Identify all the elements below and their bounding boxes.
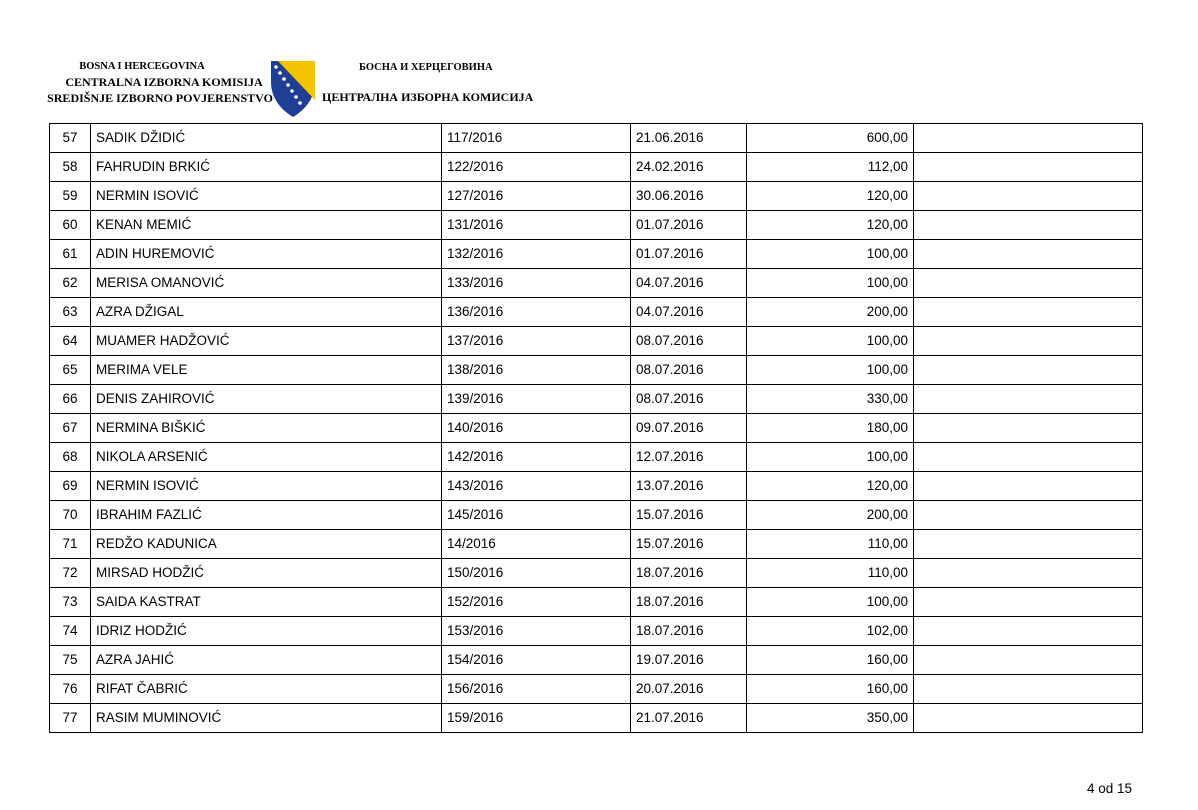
reference-cell: 152/2016 — [442, 588, 631, 617]
amount-cell: 100,00 — [747, 356, 914, 385]
reference-cell: 145/2016 — [442, 501, 631, 530]
name-cell: NERMIN ISOVIĆ — [91, 182, 442, 211]
name-cell: MIRSAD HODŽIĆ — [91, 559, 442, 588]
name-cell: REDŽO KADUNICA — [91, 530, 442, 559]
note-cell — [914, 704, 1143, 733]
row-number-cell: 69 — [50, 472, 91, 501]
amount-cell: 180,00 — [747, 414, 914, 443]
name-cell: NIKOLA ARSENIĆ — [91, 443, 442, 472]
amount-cell: 110,00 — [747, 530, 914, 559]
date-cell: 24.02.2016 — [631, 153, 747, 182]
amount-cell: 112,00 — [747, 153, 914, 182]
reference-cell: 138/2016 — [442, 356, 631, 385]
name-cell: MUAMER HADŽOVIĆ — [91, 327, 442, 356]
amount-cell: 110,00 — [747, 559, 914, 588]
amount-cell: 120,00 — [747, 182, 914, 211]
table-row — [50, 530, 1143, 559]
row-number-cell: 73 — [50, 588, 91, 617]
date-cell: 01.07.2016 — [631, 240, 747, 269]
date-cell: 21.06.2016 — [631, 124, 747, 153]
date-cell: 30.06.2016 — [631, 182, 747, 211]
row-number-cell: 64 — [50, 327, 91, 356]
row-number-cell: 60 — [50, 211, 91, 240]
date-cell: 21.07.2016 — [631, 704, 747, 733]
table-row — [50, 472, 1143, 501]
reference-cell: 139/2016 — [442, 385, 631, 414]
name-cell: KENAN MEMIĆ — [91, 211, 442, 240]
table-row — [50, 675, 1143, 704]
table-row — [50, 269, 1143, 298]
row-number-cell: 59 — [50, 182, 91, 211]
reference-cell: 143/2016 — [442, 472, 631, 501]
amount-cell: 102,00 — [747, 617, 914, 646]
date-cell: 12.07.2016 — [631, 443, 747, 472]
table-row — [50, 588, 1143, 617]
name-cell: NERMIN ISOVIĆ — [91, 472, 442, 501]
note-cell — [914, 385, 1143, 414]
note-cell — [914, 211, 1143, 240]
name-cell: FAHRUDIN BRKIĆ — [91, 153, 442, 182]
row-number-cell: 57 — [50, 124, 91, 153]
amount-cell: 120,00 — [747, 472, 914, 501]
reference-cell: 150/2016 — [442, 559, 631, 588]
amount-cell: 100,00 — [747, 327, 914, 356]
name-cell: ADIN HUREMOVIĆ — [91, 240, 442, 269]
reference-cell: 133/2016 — [442, 269, 631, 298]
date-cell: 13.07.2016 — [631, 472, 747, 501]
table-row — [50, 182, 1143, 211]
reference-cell: 153/2016 — [442, 617, 631, 646]
table-row — [50, 385, 1143, 414]
name-cell: IDRIZ HODŽIĆ — [91, 617, 442, 646]
row-number-cell: 76 — [50, 675, 91, 704]
note-cell — [914, 124, 1143, 153]
name-cell: AZRA DŽIGAL — [91, 298, 442, 327]
reference-cell: 127/2016 — [442, 182, 631, 211]
date-cell: 08.07.2016 — [631, 327, 747, 356]
note-cell — [914, 269, 1143, 298]
row-number-cell: 74 — [50, 617, 91, 646]
reference-cell: 159/2016 — [442, 704, 631, 733]
reference-cell: 132/2016 — [442, 240, 631, 269]
reference-cell: 137/2016 — [442, 327, 631, 356]
note-cell — [914, 588, 1143, 617]
data-table — [49, 123, 1143, 733]
reference-cell: 117/2016 — [442, 124, 631, 153]
note-cell — [914, 472, 1143, 501]
amount-cell: 160,00 — [747, 675, 914, 704]
name-cell: MERIMA VELE — [91, 356, 442, 385]
note-cell — [914, 182, 1143, 211]
reference-cell: 131/2016 — [442, 211, 631, 240]
reference-cell: 136/2016 — [442, 298, 631, 327]
name-cell: IBRAHIM FAZLIĆ — [91, 501, 442, 530]
note-cell — [914, 675, 1143, 704]
name-cell: SADIK DŽIDIĆ — [91, 124, 442, 153]
name-cell: RASIM MUMINOVIĆ — [91, 704, 442, 733]
table-row — [50, 240, 1143, 269]
table-row — [50, 211, 1143, 240]
name-cell: NERMINA BIŠKIĆ — [91, 414, 442, 443]
reference-cell: 156/2016 — [442, 675, 631, 704]
note-cell — [914, 298, 1143, 327]
row-number-cell: 65 — [50, 356, 91, 385]
date-cell: 18.07.2016 — [631, 617, 747, 646]
table-row — [50, 704, 1143, 733]
name-cell: SAIDA KASTRAT — [91, 588, 442, 617]
note-cell — [914, 443, 1143, 472]
page-number: 4 od 15 — [1087, 781, 1133, 796]
row-number-cell: 62 — [50, 269, 91, 298]
amount-cell: 100,00 — [747, 588, 914, 617]
table-row — [50, 153, 1143, 182]
amount-cell: 200,00 — [747, 501, 914, 530]
reference-cell: 142/2016 — [442, 443, 631, 472]
header-commission-latin: CENTRALNA IZBORNA KOMISIJA — [65, 75, 263, 89]
row-number-cell: 58 — [50, 153, 91, 182]
row-number-cell: 70 — [50, 501, 91, 530]
coat-of-arms-icon — [270, 60, 316, 118]
date-cell: 15.07.2016 — [631, 530, 747, 559]
amount-cell: 100,00 — [747, 443, 914, 472]
reference-cell: 14/2016 — [442, 530, 631, 559]
date-cell: 08.07.2016 — [631, 385, 747, 414]
note-cell — [914, 327, 1143, 356]
header-commission-croatian: SREDIŠNJE IZBORNO POVJERENSTVO — [47, 91, 273, 105]
date-cell: 19.07.2016 — [631, 646, 747, 675]
row-number-cell: 63 — [50, 298, 91, 327]
note-cell — [914, 356, 1143, 385]
table-row — [50, 414, 1143, 443]
amount-cell: 100,00 — [747, 269, 914, 298]
reference-cell: 122/2016 — [442, 153, 631, 182]
date-cell: 04.07.2016 — [631, 269, 747, 298]
date-cell: 18.07.2016 — [631, 559, 747, 588]
note-cell — [914, 240, 1143, 269]
table-body — [50, 124, 1143, 733]
date-cell: 08.07.2016 — [631, 356, 747, 385]
row-number-cell: 71 — [50, 530, 91, 559]
note-cell — [914, 530, 1143, 559]
row-number-cell: 61 — [50, 240, 91, 269]
header-latin-block — [47, 60, 278, 106]
table-row — [50, 298, 1143, 327]
amount-cell: 120,00 — [747, 211, 914, 240]
name-cell: AZRA JAHIĆ — [91, 646, 442, 675]
header-commission-cyrillic: ЦЕНТРАЛНА ИЗБОРНА КОМИСИЈА — [322, 90, 534, 104]
name-cell: MERISA OMANOVIĆ — [91, 269, 442, 298]
name-cell: RIFAT ČABRIĆ — [91, 675, 442, 704]
reference-cell: 140/2016 — [442, 414, 631, 443]
table-row — [50, 646, 1143, 675]
note-cell — [914, 414, 1143, 443]
note-cell — [914, 617, 1143, 646]
note-cell — [914, 153, 1143, 182]
table-row — [50, 327, 1143, 356]
date-cell: 04.07.2016 — [631, 298, 747, 327]
date-cell: 15.07.2016 — [631, 501, 747, 530]
row-number-cell: 66 — [50, 385, 91, 414]
table-row — [50, 617, 1143, 646]
row-number-cell: 67 — [50, 414, 91, 443]
amount-cell: 200,00 — [747, 298, 914, 327]
table-row — [50, 443, 1143, 472]
row-number-cell: 72 — [50, 559, 91, 588]
date-cell: 20.07.2016 — [631, 675, 747, 704]
date-cell: 01.07.2016 — [631, 211, 747, 240]
document-header — [0, 0, 1198, 124]
amount-cell: 600,00 — [747, 124, 914, 153]
date-cell: 18.07.2016 — [631, 588, 747, 617]
table-row — [50, 124, 1143, 153]
amount-cell: 160,00 — [747, 646, 914, 675]
amount-cell: 330,00 — [747, 385, 914, 414]
note-cell — [914, 501, 1143, 530]
table-row — [50, 559, 1143, 588]
note-cell — [914, 646, 1143, 675]
date-cell: 09.07.2016 — [631, 414, 747, 443]
row-number-cell: 68 — [50, 443, 91, 472]
reference-cell: 154/2016 — [442, 646, 631, 675]
row-number-cell: 75 — [50, 646, 91, 675]
row-number-cell: 77 — [50, 704, 91, 733]
amount-cell: 350,00 — [747, 704, 914, 733]
table-row — [50, 501, 1143, 530]
name-cell: DENIS ZAHIROVIĆ — [91, 385, 442, 414]
table-row — [50, 356, 1143, 385]
header-country-latin: BOSNA I HERCEGOVINA — [79, 61, 205, 72]
note-cell — [914, 559, 1143, 588]
amount-cell: 100,00 — [747, 240, 914, 269]
header-country-cyrillic: БОСНА И ХЕРЦЕГОВИНА — [359, 62, 493, 73]
